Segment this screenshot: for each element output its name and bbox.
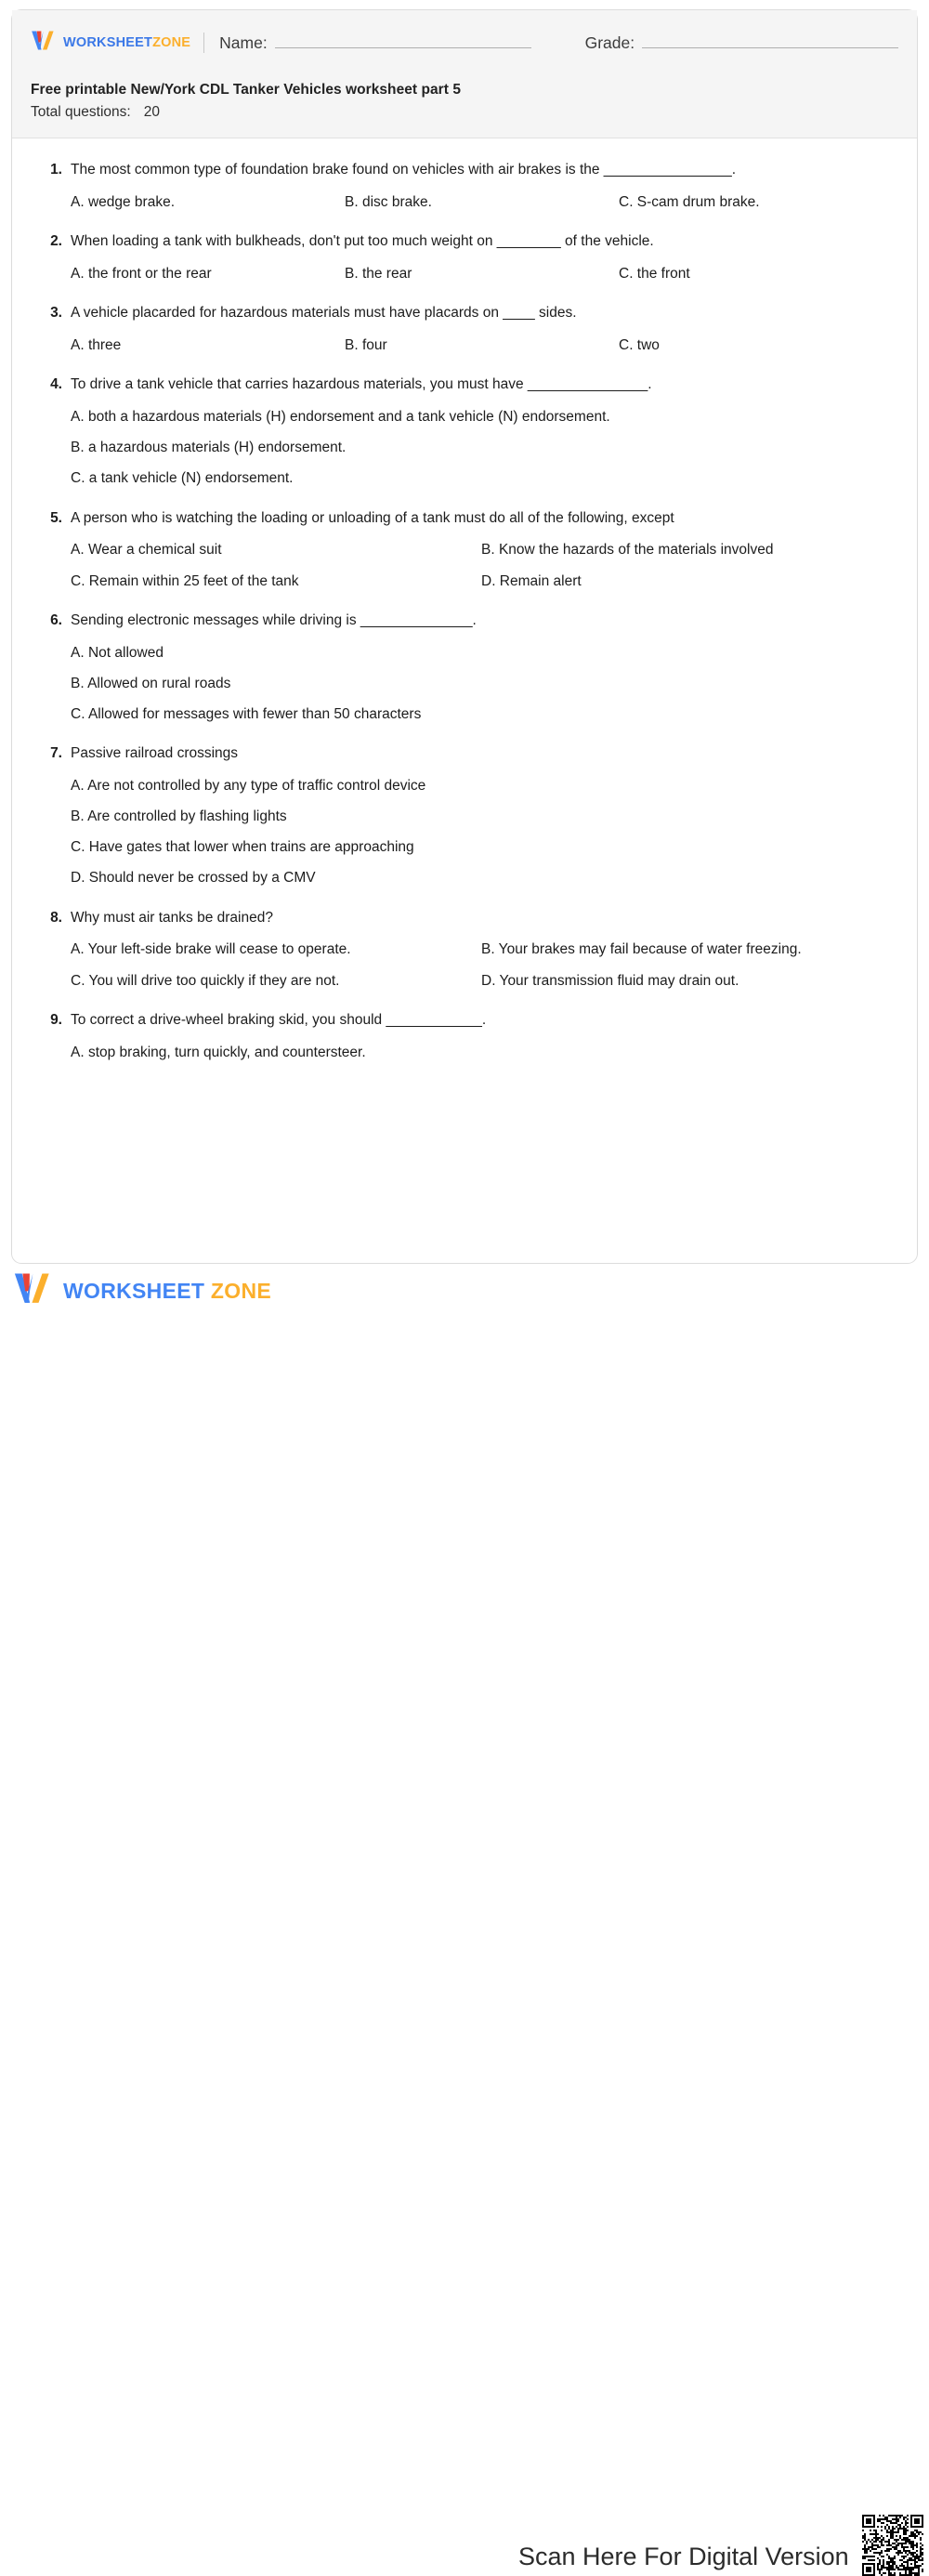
question-number: 1. xyxy=(50,162,62,177)
title-block xyxy=(31,80,898,124)
answer-option[interactable]: A. Not allowed xyxy=(71,644,164,661)
option-row xyxy=(71,408,891,427)
question-head xyxy=(38,161,891,180)
option-row xyxy=(71,439,891,457)
worksheetzone-w-logo-icon xyxy=(13,1271,54,1311)
option-row xyxy=(71,838,891,857)
footer-logo-word-worksheet: WORKSHEET xyxy=(63,1279,205,1303)
question-options xyxy=(38,940,891,990)
question-item xyxy=(38,232,891,283)
question-head xyxy=(38,1011,891,1031)
question-options xyxy=(38,777,891,888)
option-row xyxy=(71,336,891,355)
worksheetzone-w-logo-icon xyxy=(31,30,57,57)
option-row xyxy=(71,572,891,591)
question-head xyxy=(38,744,891,764)
question-item xyxy=(38,611,891,724)
question-item xyxy=(38,304,891,355)
question-text: Passive railroad crossings xyxy=(71,745,239,762)
question-head xyxy=(38,509,891,529)
option-row xyxy=(71,541,891,559)
question-options xyxy=(38,644,891,724)
total-questions-value: 20 xyxy=(143,104,160,121)
option-row xyxy=(71,675,891,693)
answer-option[interactable]: B. a hazardous materials (H) endorsement. xyxy=(71,440,347,456)
worksheet-card xyxy=(11,9,918,1264)
question-text: Why must air tanks be drained? xyxy=(71,909,273,926)
question-number: 6. xyxy=(50,611,62,628)
header-logo[interactable] xyxy=(31,30,190,57)
name-input-line[interactable] xyxy=(275,34,531,48)
answer-option[interactable]: A. Are not controlled by any type of traffic control device xyxy=(71,778,426,794)
answer-option[interactable]: B. Know the hazards of the materials involved xyxy=(481,542,774,559)
footer-logo-word-zone: ZONE xyxy=(210,1279,271,1303)
question-text: A vehicle placarded for hazardous materials must have placards on ____ sides. xyxy=(71,305,577,322)
question-text: To correct a drive-wheel braking skid, you should ____________. xyxy=(71,1011,487,1028)
question-item xyxy=(38,161,891,212)
answer-option[interactable]: C. You will drive too quickly if they are not. xyxy=(71,972,340,989)
question-text: The most common type of foundation brake found on vehicles with air brakes is the ________________. xyxy=(71,162,737,177)
questions-list xyxy=(12,138,917,1101)
question-number: 8. xyxy=(50,909,62,926)
question-options xyxy=(38,265,891,283)
question-text: When loading a tank with bulkheads, don't put too much weight on ________ of the vehicle. xyxy=(71,233,654,250)
question-number: 9. xyxy=(50,1011,62,1028)
option-row xyxy=(71,1044,891,1062)
question-number: 5. xyxy=(50,509,62,526)
question-item xyxy=(38,1011,891,1062)
answer-option[interactable]: B. the rear xyxy=(345,265,412,282)
question-item xyxy=(38,909,891,991)
option-row xyxy=(71,265,891,283)
answer-option[interactable]: A. Wear a chemical suit xyxy=(71,542,222,559)
option-row xyxy=(71,777,891,795)
question-head xyxy=(38,232,891,252)
question-number: 3. xyxy=(50,305,62,322)
question-text: Sending electronic messages while driving is ______________. xyxy=(71,611,477,628)
answer-option[interactable]: C. Have gates that lower when trains are approaching xyxy=(71,839,414,856)
answer-option[interactable]: A. stop braking, turn quickly, and countersteer. xyxy=(71,1044,366,1060)
question-options xyxy=(38,336,891,355)
answer-option[interactable]: B. Your brakes may fail because of water freezing. xyxy=(481,941,802,958)
answer-option[interactable]: C. Allowed for messages with fewer than 50 characters xyxy=(71,705,422,722)
answer-option[interactable]: B. disc brake. xyxy=(345,193,432,210)
page-footer xyxy=(0,1266,929,2570)
answer-option[interactable]: A. Your left-side brake will cease to operate. xyxy=(71,941,351,958)
answer-option[interactable]: A. wedge brake. xyxy=(71,193,176,210)
question-head xyxy=(38,611,891,631)
total-questions-label: Total questions: xyxy=(31,104,131,121)
question-item xyxy=(38,509,891,591)
question-head xyxy=(38,909,891,928)
logo-word-worksheet: WORKSHEET xyxy=(63,34,153,50)
option-row xyxy=(71,644,891,663)
answer-option[interactable]: D. Your transmission fluid may drain out. xyxy=(481,972,739,989)
answer-option[interactable]: C. two xyxy=(619,337,660,354)
question-text: To drive a tank vehicle that carries hazardous materials, you must have _______________. xyxy=(71,376,652,393)
option-row xyxy=(71,972,891,991)
answer-option[interactable]: B. Allowed on rural roads xyxy=(71,675,231,691)
question-options xyxy=(38,193,891,212)
question-text: A person who is watching the loading or unloading of a tank must do all of the following, except xyxy=(71,509,674,526)
answer-option[interactable]: C. the front xyxy=(619,265,690,282)
option-row xyxy=(71,469,891,488)
question-item xyxy=(38,375,891,488)
answer-option[interactable]: A. three xyxy=(71,337,122,354)
question-options xyxy=(38,1044,891,1062)
question-number: 7. xyxy=(50,745,62,762)
question-head xyxy=(38,375,891,395)
answer-option[interactable]: D. Should never be crossed by a CMV xyxy=(71,870,316,887)
answer-option[interactable]: B. Are controlled by flashing lights xyxy=(71,808,287,825)
header-top-row xyxy=(31,27,898,59)
answer-option[interactable]: C. Remain within 25 feet of the tank xyxy=(71,572,299,589)
answer-option[interactable]: C. S-cam drum brake. xyxy=(619,193,760,210)
header-logo-wordmark xyxy=(63,36,190,50)
answer-option[interactable]: D. Remain alert xyxy=(481,572,582,589)
question-item xyxy=(38,744,891,887)
name-label: Name: xyxy=(219,33,268,52)
answer-option[interactable]: A. the front or the rear xyxy=(71,265,212,282)
question-options xyxy=(38,408,891,488)
question-head xyxy=(38,304,891,323)
question-number: 4. xyxy=(50,376,62,393)
qr-code-icon[interactable] xyxy=(862,2515,923,2576)
grade-input-line[interactable] xyxy=(642,34,898,48)
footer-logo[interactable] xyxy=(13,1271,271,1311)
scan-here-text: Scan Here For Digital Version xyxy=(518,2543,849,2570)
question-options xyxy=(38,541,891,590)
worksheet-header xyxy=(12,10,917,138)
answer-option[interactable]: A. both a hazardous materials (H) endorsement and a tank vehicle (N) endorsement. xyxy=(71,409,610,426)
option-row xyxy=(71,193,891,212)
grade-label: Grade: xyxy=(584,33,635,52)
option-row xyxy=(71,705,891,724)
logo-word-zone: ZONE xyxy=(152,34,191,50)
question-number: 2. xyxy=(50,233,62,250)
worksheet-title: Free printable New/York CDL Tanker Vehicles worksheet part 5 xyxy=(31,82,461,98)
option-row xyxy=(71,940,891,959)
footer-logo-wordmark xyxy=(63,1281,271,1302)
answer-option[interactable]: B. four xyxy=(345,337,387,354)
grade-field[interactable] xyxy=(585,33,898,53)
option-row xyxy=(71,869,891,887)
total-questions-row xyxy=(31,102,898,123)
name-field[interactable] xyxy=(219,33,530,53)
answer-option[interactable]: C. a tank vehicle (N) endorsement. xyxy=(71,470,294,487)
option-row xyxy=(71,808,891,826)
header-divider xyxy=(203,33,204,53)
